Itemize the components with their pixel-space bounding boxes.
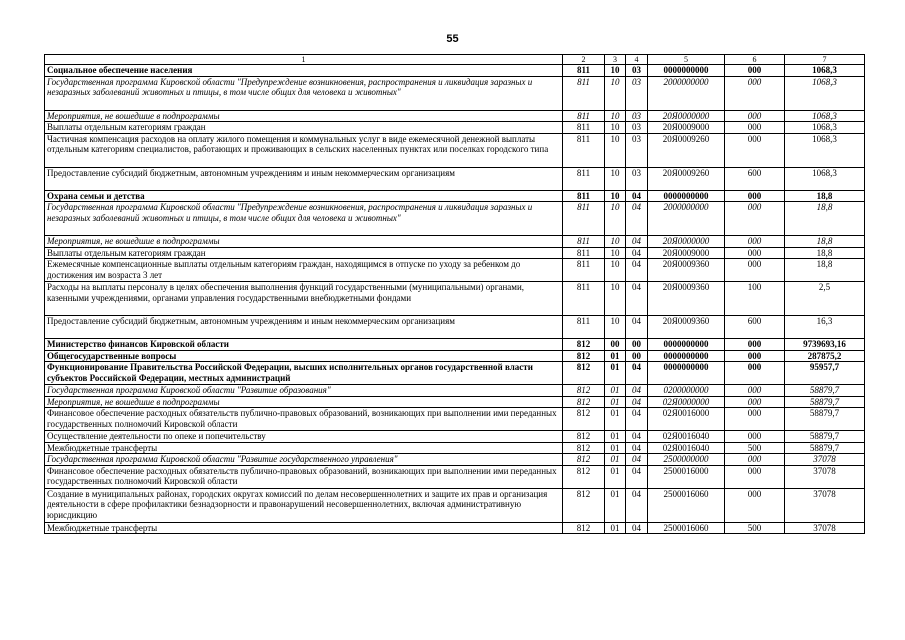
table-row <box>45 362 865 385</box>
row-amount-cell: 18,8 <box>785 247 865 259</box>
row-name-cell: Межбюджетные трансферты <box>45 522 563 534</box>
table-row <box>45 454 865 466</box>
row-expense-type-cell: 000 <box>725 122 785 134</box>
row-name-cell: Частичная компенсация расходов на оплату жилого помещения и коммунальных услуг в виде ежемесячной денежной выплаты отдельным категориям специалистов, работающих и проживающих в сельских населенных пунктах или поселках городского типа <box>45 133 563 167</box>
row-ministry-code-cell: 811 <box>563 202 605 236</box>
row-section-cell: 01 <box>605 522 626 534</box>
row-ministry-code-cell: 812 <box>563 339 605 351</box>
row-target-article-cell: 02Я0016000 <box>648 408 725 431</box>
row-name-cell: Ежемесячные компенсационные выплаты отдельным категориям граждан, находящимся в отпуске по уходу за ребенком до достижения им возраста 3 лет <box>45 259 563 282</box>
table-row <box>45 465 865 488</box>
row-section-cell: 01 <box>605 362 626 385</box>
header-cell-2: 2 <box>563 55 605 65</box>
row-amount-cell: 37078 <box>785 522 865 534</box>
row-subsection-cell: 03 <box>626 110 648 122</box>
row-expense-type-cell: 000 <box>725 339 785 351</box>
row-amount-cell: 1068,3 <box>785 65 865 77</box>
row-expense-type-cell: 600 <box>725 316 785 339</box>
table-row <box>45 202 865 236</box>
table-row <box>45 76 865 110</box>
row-section-cell: 10 <box>605 247 626 259</box>
row-ministry-code-cell: 812 <box>563 488 605 522</box>
row-section-cell: 01 <box>605 454 626 466</box>
row-ministry-code-cell: 811 <box>563 236 605 248</box>
row-amount-cell: 1068,3 <box>785 122 865 134</box>
row-target-article-cell: 0000000000 <box>648 362 725 385</box>
row-expense-type-cell: 000 <box>725 385 785 397</box>
row-name-cell: Выплаты отдельным категориям граждан <box>45 122 563 134</box>
row-section-cell: 10 <box>605 259 626 282</box>
row-subsection-cell: 04 <box>626 442 648 454</box>
row-target-article-cell: 20Я0009360 <box>648 316 725 339</box>
row-amount-cell: 1068,3 <box>785 133 865 167</box>
row-amount-cell: 37078 <box>785 454 865 466</box>
row-expense-type-cell: 000 <box>725 396 785 408</box>
row-subsection-cell: 04 <box>626 522 648 534</box>
row-expense-type-cell: 000 <box>725 465 785 488</box>
row-subsection-cell: 03 <box>626 122 648 134</box>
table-row <box>45 259 865 282</box>
row-ministry-code-cell: 811 <box>563 133 605 167</box>
row-amount-cell: 58879,7 <box>785 396 865 408</box>
row-section-cell: 10 <box>605 202 626 236</box>
row-section-cell: 10 <box>605 167 626 190</box>
row-target-article-cell: 0000000000 <box>648 339 725 351</box>
row-subsection-cell: 04 <box>626 362 648 385</box>
row-ministry-code-cell: 812 <box>563 396 605 408</box>
row-expense-type-cell: 000 <box>725 236 785 248</box>
row-target-article-cell: 02Я0000000 <box>648 396 725 408</box>
row-ministry-code-cell: 812 <box>563 431 605 443</box>
row-expense-type-cell: 000 <box>725 362 785 385</box>
row-ministry-code-cell: 812 <box>563 522 605 534</box>
row-name-cell: Мероприятия, не вошедшие в подпрограммы <box>45 110 563 122</box>
row-name-cell: Предоставление субсидий бюджетным, автономным учреждениям и иным некоммерческим организациям <box>45 167 563 190</box>
row-section-cell: 01 <box>605 408 626 431</box>
row-section-cell: 01 <box>605 465 626 488</box>
row-name-cell: Мероприятия, не вошедшие в подпрограммы <box>45 236 563 248</box>
row-name-cell: Министерство финансов Кировской области <box>45 339 563 351</box>
row-expense-type-cell: 500 <box>725 442 785 454</box>
row-target-article-cell: 02Я0016040 <box>648 431 725 443</box>
row-name-cell: Создание в муниципальных районах, городских округах комиссий по делам несовершеннолетних и защите их прав и организация деятельности в сфере профилактики безнадзорности и правонарушений несовершеннолетних, включая административную юрисдикцию <box>45 488 563 522</box>
row-expense-type-cell: 000 <box>725 408 785 431</box>
row-amount-cell: 37078 <box>785 488 865 522</box>
table-row <box>45 431 865 443</box>
row-subsection-cell: 04 <box>626 396 648 408</box>
row-subsection-cell: 04 <box>626 316 648 339</box>
table-row <box>45 167 865 190</box>
header-cell-7: 7 <box>785 55 865 65</box>
row-section-cell: 01 <box>605 488 626 522</box>
row-subsection-cell: 04 <box>626 202 648 236</box>
row-target-article-cell: 0000000000 <box>648 190 725 202</box>
row-name-cell: Общегосударственные вопросы <box>45 350 563 362</box>
row-expense-type-cell: 500 <box>725 522 785 534</box>
row-name-cell: Социальное обеспечение населения <box>45 65 563 77</box>
row-target-article-cell: 0200000000 <box>648 385 725 397</box>
row-subsection-cell: 04 <box>626 431 648 443</box>
row-expense-type-cell: 100 <box>725 282 785 316</box>
row-amount-cell: 2,5 <box>785 282 865 316</box>
row-amount-cell: 16,3 <box>785 316 865 339</box>
row-amount-cell: 9739693,16 <box>785 339 865 351</box>
row-target-article-cell: 2500000000 <box>648 454 725 466</box>
row-name-cell: Государственная программа Кировской области "Развитие государственного управления" <box>45 454 563 466</box>
table-row <box>45 385 865 397</box>
table-row <box>45 316 865 339</box>
row-section-cell: 01 <box>605 385 626 397</box>
row-subsection-cell: 03 <box>626 167 648 190</box>
row-name-cell: Государственная программа Кировской области "Предупреждение возникновения, распространения и ликвидация заразных и незаразных заболеваний животных и птицы, в том числе общих для человека и животных" <box>45 202 563 236</box>
header-cell-3: 3 <box>605 55 626 65</box>
row-ministry-code-cell: 811 <box>563 316 605 339</box>
row-name-cell: Расходы на выплаты персоналу в целях обеспечения выполнения функций государственными (муниципальными) органами, казенными учреждениями, органами управления государственными внебюджетными фондами <box>45 282 563 316</box>
row-ministry-code-cell: 812 <box>563 385 605 397</box>
row-target-article-cell: 20Я0009360 <box>648 259 725 282</box>
row-section-cell: 00 <box>605 339 626 351</box>
page-number: 55 <box>446 33 459 45</box>
row-subsection-cell: 03 <box>626 65 648 77</box>
row-name-cell: Выплаты отдельным категориям граждан <box>45 247 563 259</box>
row-amount-cell: 18,8 <box>785 190 865 202</box>
row-subsection-cell: 03 <box>626 76 648 110</box>
header-cell-6: 6 <box>725 55 785 65</box>
row-target-article-cell: 20Я0009260 <box>648 133 725 167</box>
row-amount-cell: 18,8 <box>785 202 865 236</box>
row-subsection-cell: 04 <box>626 408 648 431</box>
row-ministry-code-cell: 812 <box>563 362 605 385</box>
row-expense-type-cell: 000 <box>725 350 785 362</box>
row-amount-cell: 58879,7 <box>785 442 865 454</box>
row-subsection-cell: 03 <box>626 133 648 167</box>
row-amount-cell: 1068,3 <box>785 167 865 190</box>
row-expense-type-cell: 000 <box>725 110 785 122</box>
row-section-cell: 10 <box>605 236 626 248</box>
row-expense-type-cell: 000 <box>725 202 785 236</box>
row-section-cell: 01 <box>605 442 626 454</box>
row-subsection-cell: 04 <box>626 247 648 259</box>
row-section-cell: 10 <box>605 122 626 134</box>
row-section-cell: 10 <box>605 65 626 77</box>
row-target-article-cell: 2500016000 <box>648 465 725 488</box>
row-amount-cell: 287875,2 <box>785 350 865 362</box>
row-ministry-code-cell: 812 <box>563 454 605 466</box>
row-amount-cell: 58879,7 <box>785 385 865 397</box>
row-amount-cell: 37078 <box>785 465 865 488</box>
table-row <box>45 65 865 77</box>
row-target-article-cell: 02Я0016040 <box>648 442 725 454</box>
row-ministry-code-cell: 811 <box>563 110 605 122</box>
row-target-article-cell: 0000000000 <box>648 65 725 77</box>
row-target-article-cell: 20Я0009000 <box>648 122 725 134</box>
row-ministry-code-cell: 811 <box>563 76 605 110</box>
table-row <box>45 522 865 534</box>
row-amount-cell: 58879,7 <box>785 431 865 443</box>
row-amount-cell: 95957,7 <box>785 362 865 385</box>
row-expense-type-cell: 000 <box>725 76 785 110</box>
row-target-article-cell: 2500016060 <box>648 488 725 522</box>
table-row <box>45 442 865 454</box>
row-name-cell: Государственная программа Кировской области "Развитие образования" <box>45 385 563 397</box>
row-name-cell: Государственная программа Кировской области "Предупреждение возникновения, распространения и ликвидация заразных и незаразных заболеваний животных и птицы, в том числе общих для человека и животных" <box>45 76 563 110</box>
row-subsection-cell: 04 <box>626 282 648 316</box>
row-amount-cell: 58879,7 <box>785 408 865 431</box>
row-subsection-cell: 00 <box>626 350 648 362</box>
table-row <box>45 350 865 362</box>
row-section-cell: 01 <box>605 350 626 362</box>
row-amount-cell: 18,8 <box>785 259 865 282</box>
table-row <box>45 122 865 134</box>
row-expense-type-cell: 000 <box>725 454 785 466</box>
table-row <box>45 236 865 248</box>
row-name-cell: Финансовое обеспечение расходных обязательств публично-правовых образований, возникающих при выполнении ими переданных государственных полномочий Кировской области <box>45 465 563 488</box>
header-cell-1: 1 <box>45 55 563 65</box>
table-row <box>45 190 865 202</box>
row-target-article-cell: 0000000000 <box>648 350 725 362</box>
row-expense-type-cell: 000 <box>725 259 785 282</box>
row-subsection-cell: 04 <box>626 190 648 202</box>
row-section-cell: 10 <box>605 110 626 122</box>
row-amount-cell: 1068,3 <box>785 110 865 122</box>
row-target-article-cell: 20Я0000000 <box>648 236 725 248</box>
table-row <box>45 282 865 316</box>
row-ministry-code-cell: 811 <box>563 167 605 190</box>
row-subsection-cell: 00 <box>626 339 648 351</box>
row-ministry-code-cell: 811 <box>563 122 605 134</box>
row-expense-type-cell: 000 <box>725 431 785 443</box>
header-cell-5: 5 <box>648 55 725 65</box>
row-ministry-code-cell: 811 <box>563 65 605 77</box>
row-expense-type-cell: 000 <box>725 190 785 202</box>
row-section-cell: 10 <box>605 316 626 339</box>
row-ministry-code-cell: 812 <box>563 408 605 431</box>
row-amount-cell: 1068,3 <box>785 76 865 110</box>
table-row <box>45 488 865 522</box>
row-section-cell: 10 <box>605 133 626 167</box>
row-ministry-code-cell: 811 <box>563 247 605 259</box>
row-subsection-cell: 04 <box>626 488 648 522</box>
budget-table <box>44 54 865 534</box>
row-name-cell: Финансовое обеспечение расходных обязательств публично-правовых образований, возникающих при выполнении ими переданных государственных полномочий Кировской области <box>45 408 563 431</box>
row-amount-cell: 18,8 <box>785 236 865 248</box>
row-section-cell: 10 <box>605 190 626 202</box>
row-target-article-cell: 20Я0009000 <box>648 247 725 259</box>
row-subsection-cell: 04 <box>626 236 648 248</box>
row-ministry-code-cell: 811 <box>563 190 605 202</box>
row-target-article-cell: 2000000000 <box>648 76 725 110</box>
table-row <box>45 339 865 351</box>
row-expense-type-cell: 000 <box>725 488 785 522</box>
table-row <box>45 110 865 122</box>
row-name-cell: Функционирование Правительства Российской Федерации, высших исполнительных органов государственной власти субъектов Российской Федерации, местных администраций <box>45 362 563 385</box>
table-row <box>45 408 865 431</box>
row-section-cell: 01 <box>605 431 626 443</box>
row-ministry-code-cell: 811 <box>563 282 605 316</box>
table-header-row <box>45 55 865 65</box>
row-expense-type-cell: 000 <box>725 133 785 167</box>
row-name-cell: Охрана семьи и детства <box>45 190 563 202</box>
row-name-cell: Предоставление субсидий бюджетным, автономным учреждениям и иным некоммерческим организациям <box>45 316 563 339</box>
row-subsection-cell: 04 <box>626 465 648 488</box>
row-ministry-code-cell: 812 <box>563 350 605 362</box>
row-target-article-cell: 20Я0000000 <box>648 110 725 122</box>
row-subsection-cell: 04 <box>626 259 648 282</box>
row-subsection-cell: 04 <box>626 385 648 397</box>
table-row <box>45 133 865 167</box>
row-ministry-code-cell: 811 <box>563 259 605 282</box>
row-section-cell: 01 <box>605 396 626 408</box>
row-expense-type-cell: 600 <box>725 167 785 190</box>
row-target-article-cell: 20Я0009360 <box>648 282 725 316</box>
table-row <box>45 396 865 408</box>
row-target-article-cell: 2000000000 <box>648 202 725 236</box>
row-ministry-code-cell: 812 <box>563 465 605 488</box>
row-subsection-cell: 04 <box>626 454 648 466</box>
header-cell-4: 4 <box>626 55 648 65</box>
table-row <box>45 247 865 259</box>
row-section-cell: 10 <box>605 76 626 110</box>
row-ministry-code-cell: 812 <box>563 442 605 454</box>
row-expense-type-cell: 000 <box>725 65 785 77</box>
row-name-cell: Осуществление деятельности по опеке и попечительству <box>45 431 563 443</box>
row-target-article-cell: 20Я0009260 <box>648 167 725 190</box>
row-expense-type-cell: 000 <box>725 247 785 259</box>
row-section-cell: 10 <box>605 282 626 316</box>
row-name-cell: Мероприятия, не вошедшие в подпрограммы <box>45 396 563 408</box>
row-target-article-cell: 2500016060 <box>648 522 725 534</box>
row-name-cell: Межбюджетные трансферты <box>45 442 563 454</box>
